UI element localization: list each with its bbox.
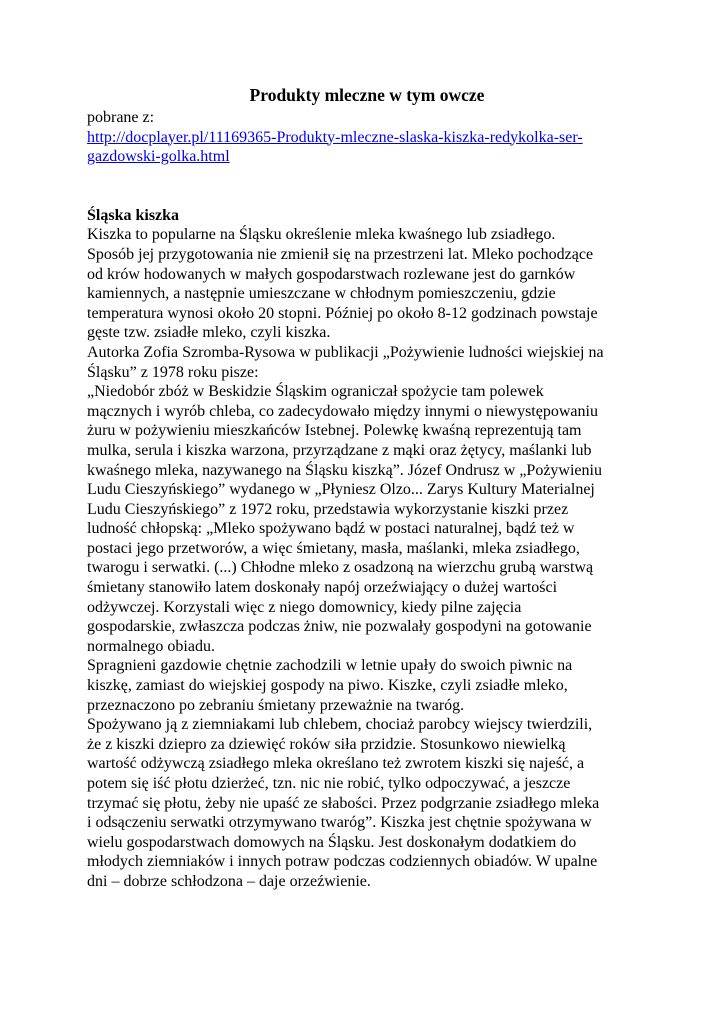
body-line: że z kiszki dziepro za dziewięć roków siła przidzie. Stosunkowo niewielką	[87, 735, 566, 753]
body-line: wartość odżywczą zsiadłego mleka określano też zwrotem kiszki się najeść, a	[87, 755, 585, 773]
body-line: kwaśnego mleka, nazywanego na Śląsku kiszką”. Józef Ondrusz w „Pożywieniu	[87, 461, 602, 479]
source-link-line[interactable]: http://docplayer.pl/11169365-Produkty-mleczne-slaska-kiszka-redykolka-ser-	[87, 128, 583, 146]
body-line: Spragnieni gazdowie chętnie zachodzili w letnie upały do swoich piwnic na	[87, 657, 573, 675]
body-line: potem się iść płotu dzierżeć, tzn. nic nie robić, tylko odpoczywać, a jeszcze	[87, 775, 571, 792]
body-line: Ludu Cieszyńskiego” z 1972 roku, przedstawia wykorzystanie kiszki przez	[87, 500, 569, 518]
body-line: wielu gospodarstwach domowych na Śląsku. Jest doskonałym dodatkiem do	[87, 833, 577, 851]
body-line: Autorka Zofia Szromba-Rysowa w publikacji „Pożywienie ludności wiejskiej na	[87, 343, 604, 361]
body-line: Sposób jej przygotowania nie zmienił się na przestrzeni lat. Mleko pochodzące	[87, 245, 594, 263]
spacer	[87, 167, 647, 206]
section-heading: Śląska kiszka	[87, 206, 180, 224]
document-page	[87, 84, 647, 892]
body-line: Kiszka to popularne na Śląsku określenie mleka kwaśnego lub zsiadłego.	[87, 226, 556, 244]
body-line: „Niedobór zbóż w Beskidzie Śląskim ograniczał spożycie tam polewek	[87, 383, 544, 401]
source-link[interactable]	[87, 128, 647, 167]
body-line: mulka, serula i kiszka warzona, przyrządzane z mąki oraz żętycy, maślanki lub	[87, 441, 592, 459]
body-line: Ludu Cieszyńskiego” wydanego w „Płyniesz Olzo... Zarys Kultury Materialnej	[87, 481, 595, 499]
body-line: mącznych i wyrób chleba, co zadecydowało między innymi o niewystępowaniu	[87, 402, 598, 420]
body-line: Śląsku” z 1978 roku pisze:	[87, 363, 259, 381]
body-line: od krów hodowanych w małych gospodarstwach rozlewane jest do garnków	[87, 265, 576, 283]
body-line: normalnego obiadu.	[87, 637, 215, 655]
body-text	[87, 225, 647, 891]
body-line: śmietany stanowiło latem doskonały napój orzeźwiający o dużej wartości	[87, 579, 558, 597]
body-line: odżywczej. Korzystali więc z niego domownicy, kiedy pilne zajęcia	[87, 598, 522, 616]
body-line: przeznaczono po zebraniu śmietany przeważnie na twaróg.	[87, 696, 465, 714]
body-line: żuru w pożywieniu mieszkańców Istebnej. Polewkę kwaśną reprezentują tam	[87, 422, 582, 440]
body-line: postaci jego przetworów, a więc śmietany, masła, maślanki, mleka zsiadłego,	[87, 539, 580, 557]
body-line: gospodarskie, zwłaszcza podczas żniw, nie pozwalały gospodyni na gotowanie	[87, 618, 592, 636]
body-line: i odsączeniu serwatki otrzymywano twaróg”. Kiszka jest chętnie spożywana w	[87, 814, 592, 832]
body-line: twarogu i serwatki. (...) Chłodne mleko z osadzoną na wierzchu grubą warstwą	[87, 559, 594, 577]
body-line: ludność chłopską: „Mleko spożywano bądź w postaci naturalnej, bądź też w	[87, 520, 575, 538]
document-title: Produkty mleczne w tym owcze	[249, 85, 485, 105]
source-link-line[interactable]: gazdowski-golka.html	[87, 148, 230, 166]
body-line: gęste tzw. zsiadłe mleko, czyli kiszka.	[87, 324, 331, 342]
body-line: kamiennych, a następnie umieszczane w chłodnym pomieszczeniu, gdzie	[87, 285, 556, 303]
body-line: trzymać się płotu, żeby nie upaść ze słabości. Przez podgrzanie zsiadłego mleka	[87, 794, 600, 812]
body-line: kiszkę, zamiast do wiejskiej gospody na piwo. Kiszke, czyli zsiadłe mleko,	[87, 677, 568, 695]
source-label: pobrane z:	[87, 109, 155, 126]
body-line: dni – dobrze schłodzona – daje orzeźwienie.	[87, 872, 371, 890]
body-line: Spożywano ją z ziemniakami lub chlebem, chociaż parobcy wiejscy twierdzili,	[87, 716, 593, 734]
body-line: młodych ziemniaków i innych potraw podczas codziennych obiadów. W upalne	[87, 853, 598, 871]
body-line: temperatura wynosi około 20 stopni. Później po około 8-12 godzinach powstaje	[87, 304, 598, 322]
